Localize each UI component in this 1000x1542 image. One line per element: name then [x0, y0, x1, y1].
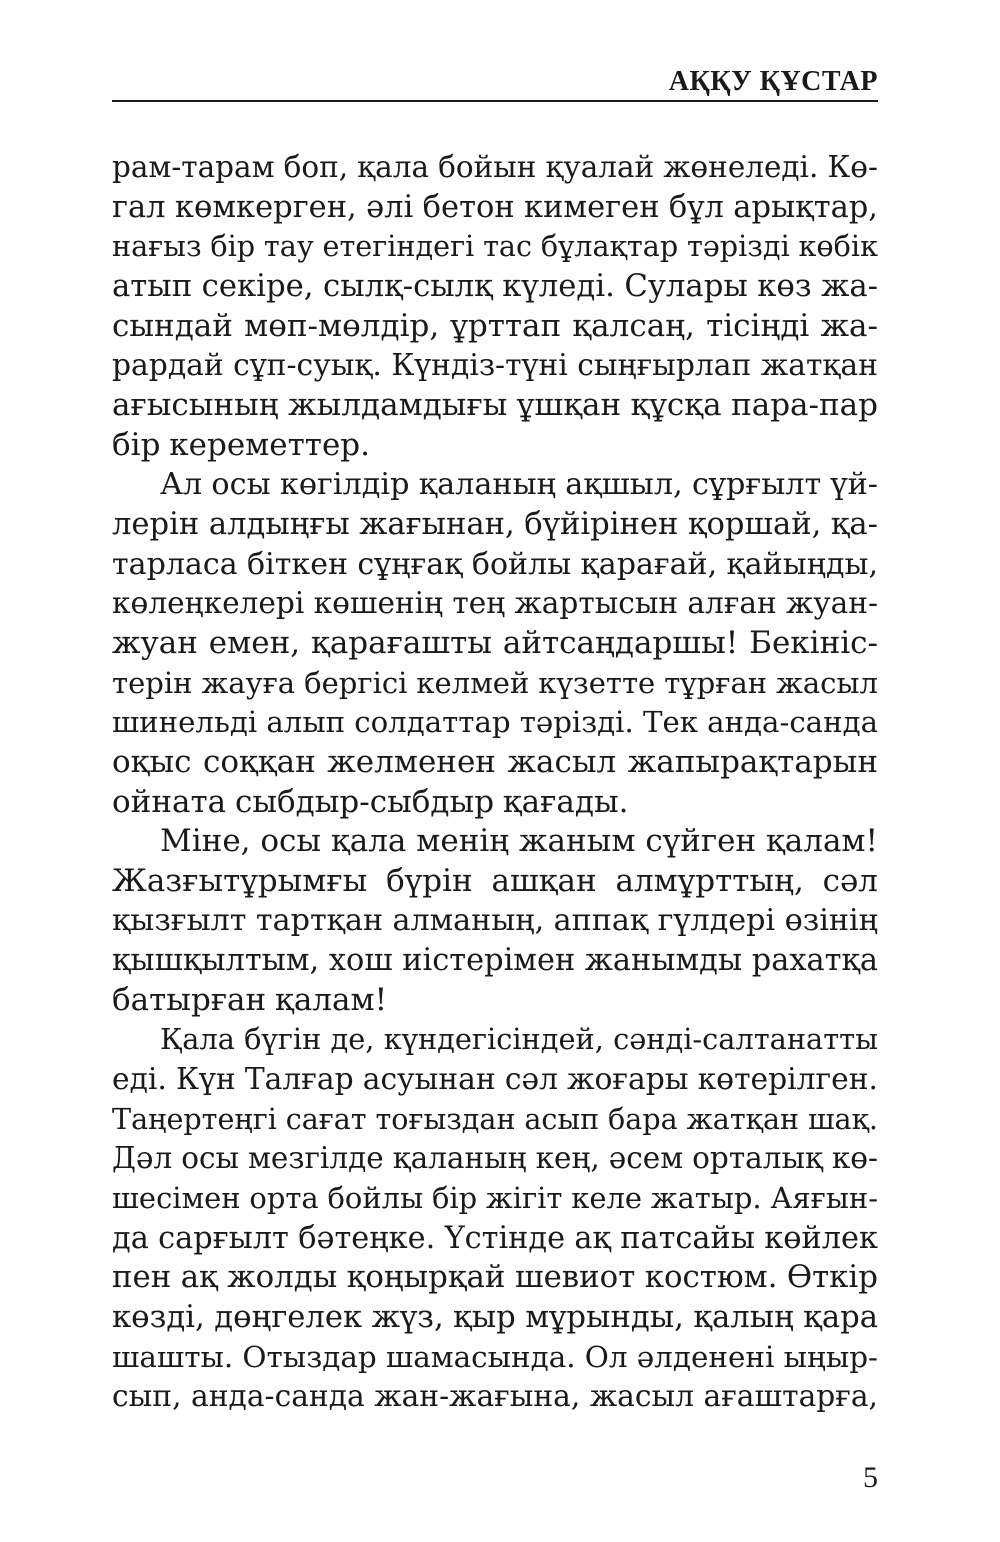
page-number: 5: [863, 1461, 878, 1494]
text-line: бір кереметтер.: [112, 426, 370, 463]
text-line: Қала бүгін де, күндегісіндей, сәнді-салтанатты: [160, 1022, 878, 1057]
text-line: батырған қалам!: [112, 981, 388, 1018]
text-line: да сарғылт бәтеңке. Үстінде ақ патсайы көйлек: [112, 1220, 878, 1256]
text-line: сып, анда-санда жан-жағына, жасыл ағаштарға,: [112, 1379, 878, 1415]
text-line: еді. Күн Талғар асуынан сәл жоғары көтерілген.: [112, 1062, 878, 1098]
text-line: шинельді алып солдаттар тәрізді. Тек анда-санда: [112, 705, 878, 740]
text-line: пен ақ жолды қоңырқай шевиот костюм. Өткір: [112, 1259, 878, 1296]
text-line: Дәл осы мезгілде қаланың кең, әсем орталық кө-: [112, 1141, 878, 1176]
text-line: көлеңкелері көшенің тең жартысын алған жуан-: [112, 586, 878, 621]
text-line: рардай сұп-суық. Күндіз-түні сыңғырлап жатқан: [112, 348, 878, 384]
text-line: көзді, дөңгелек жүз, қыр мұрынды, қалың қара: [112, 1300, 878, 1336]
text-line: шесімен орта бойлы бір жігіт келе жатыр. Аяғын-: [112, 1181, 878, 1216]
text-line: терін жауға бергісі келмей күзетте тұрған жасыл: [112, 665, 878, 700]
text-line: Міне, осы қала менің жаным сүйген қалам!: [160, 823, 878, 860]
text-line: Жазғытұрымғы бүрін ашқан алмұрттың, сәл: [112, 862, 878, 899]
text-line: гал көмкерген, әлі бетон кимеген бұл арықтар,: [112, 189, 878, 225]
text-line: ойната сыбдыр-сыбдыр қағады.: [112, 783, 629, 820]
text-line: лерін алдыңғы жағынан, бүйірінен қоршай, қа-: [112, 506, 878, 542]
text-line: қызғылт тартқан алманың, аппақ гүлдері өзінің: [112, 903, 878, 939]
text-line: Таңертеңгі сағат тоғыздан асып бара жатқан шақ.: [112, 1101, 878, 1136]
running-header: [112, 62, 878, 102]
text-line: нағыз бір тау етегіндегі тас бұлақтар тәрізді көбік: [112, 229, 878, 264]
text-line: сындай мөп-мөлдір, ұрттап қалсаң, тісіңді жа-: [112, 307, 878, 344]
text-line: қышқылтым, хош иістерімен жанымды рахатқа: [112, 943, 878, 979]
text-line: жуан емен, қарағашты айтсаңдаршы! Бекініс-: [112, 624, 878, 661]
text-line: тарласа біткен сұңғақ бойлы қарағай, қайыңды,: [112, 546, 878, 582]
running-header-title: АҚҚУ ҚҰСТАР: [668, 66, 878, 97]
text-line: оқыс соққан желменен жасыл жапырақтарын: [112, 743, 878, 780]
text-line: атып секіре, сылқ-сылқ күледі. Сулары көз жа-: [112, 268, 878, 304]
text-line: ағысының жылдамдығы ұшқан құсқа пара-пар: [112, 386, 878, 423]
body-text: [112, 148, 878, 1417]
text-line: Ал осы көгілдір қаланың ақшыл, сұрғылт үй-: [160, 467, 878, 503]
text-line: рам-тарам боп, қала бойын қуалай жөнеледі. Кө-: [112, 150, 878, 184]
text-line: шашты. Отыздар шамасында. Ол әлденені ыңыр-: [112, 1339, 878, 1374]
